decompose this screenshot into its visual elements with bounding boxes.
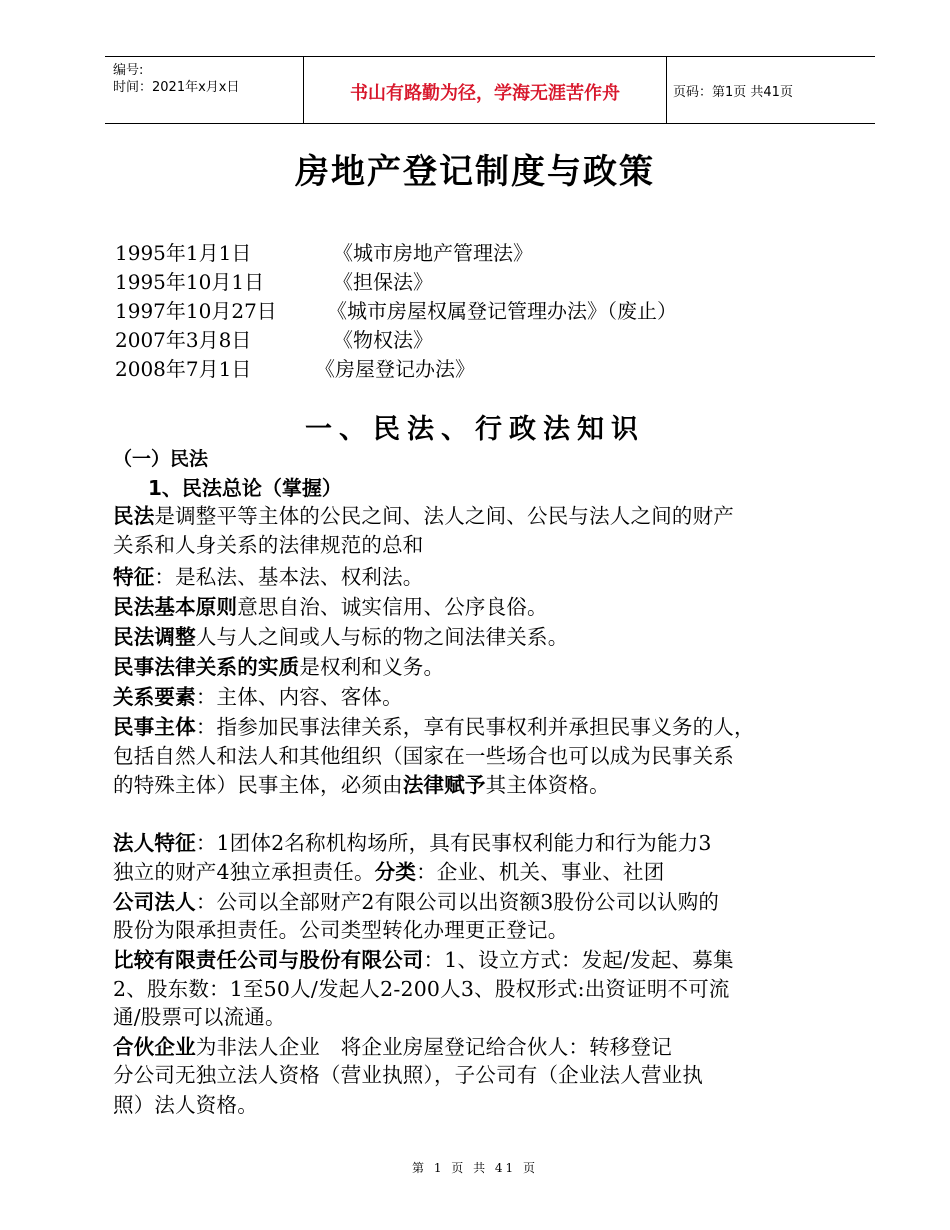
paragraph-line xyxy=(113,1000,286,1030)
text-run: 独立的财产4独立承担责任。 xyxy=(113,860,375,884)
paragraph-line xyxy=(113,768,610,798)
paragraph-line xyxy=(113,590,548,620)
paragraph-line xyxy=(113,620,568,650)
paragraph-line xyxy=(113,710,755,740)
law-item xyxy=(115,237,533,266)
text-run: ：主体、内容、客体。 xyxy=(195,685,403,709)
subsubsection-heading: 1、民法总论（掌握） xyxy=(148,476,342,500)
law-date: 1995年10月1日 xyxy=(115,270,265,294)
paragraph-line xyxy=(113,1088,258,1118)
law-item xyxy=(115,353,475,382)
bold-term: 民法调整 xyxy=(113,625,196,649)
text-run: 关系和人身关系的法律规范的总和 xyxy=(113,533,424,557)
law-date: 1997年10月27日 xyxy=(115,299,277,323)
paragraph-line xyxy=(113,826,712,856)
paragraph-line xyxy=(113,855,664,885)
law-item xyxy=(115,295,677,324)
bold-term: 合伙企业 xyxy=(113,1035,196,1059)
paragraph-line xyxy=(113,650,444,680)
page-footer: 第 1 页 共 41 页 xyxy=(412,1161,538,1175)
paragraph-line xyxy=(113,560,424,590)
text-run: 意思自治、诚实信用、公序良俗。 xyxy=(237,595,548,619)
bold-term: 关系要素 xyxy=(113,685,196,709)
law-name: 《房屋登记办法》 xyxy=(315,357,475,381)
header-table xyxy=(105,56,875,124)
page-title: 房地产登记制度与政策 xyxy=(295,152,655,192)
paragraph-line xyxy=(113,739,734,769)
text-run: ：公司以全部财产2有限公司以出资额3股份公司以认购的 xyxy=(195,890,720,914)
text-run: 分公司无独立法人资格（营业执照），子公司有（企业法人营业执 xyxy=(113,1063,704,1087)
paragraph-line xyxy=(113,913,568,943)
text-run: ：1、设立方式：发起/发起、募集 xyxy=(423,948,734,972)
header-motto-cell xyxy=(303,57,667,123)
text-run: 为非法人企业 将企业房屋登记给合伙人：转移登记 xyxy=(195,1035,672,1059)
page-label: 页码：第1页 共41页 xyxy=(673,85,793,100)
text-run: ：是私法、基本法、权利法。 xyxy=(154,565,424,589)
text-run: 人与人之间或人与标的物之间法律关系。 xyxy=(195,625,569,649)
law-name: 《城市房地产管理法》 xyxy=(333,241,533,265)
bold-term: 法律赋予 xyxy=(402,773,486,797)
bold-term: 分类 xyxy=(374,860,417,884)
motto: 书山有路勤为径，学海无涯苦作舟 xyxy=(350,83,620,104)
text-run: 2、股东数：1至50人/发起人2-200人3、股权形式:出资证明不可流 xyxy=(113,977,730,1001)
law-date: 2008年7月1日 xyxy=(115,357,252,381)
text-run: 是调整平等主体的公民之间、法人之间、公民与法人之间的财产 xyxy=(154,504,735,528)
text-run: 股份为限承担责任。公司类型转化办理更正登记。 xyxy=(113,918,569,942)
law-name: 《城市房屋权属登记管理办法》（废止） xyxy=(327,299,677,323)
header-page-cell xyxy=(665,57,875,123)
paragraph-line xyxy=(113,972,730,1002)
law-item xyxy=(115,324,433,353)
text-run: 照）法人资格。 xyxy=(113,1093,258,1117)
number-label: 编号: xyxy=(113,63,144,78)
bold-term: 民事主体 xyxy=(113,715,196,739)
paragraph-line xyxy=(113,499,734,529)
text-run: ：企业、机关、事业、社团 xyxy=(416,860,665,884)
bold-term: 公司法人 xyxy=(113,890,196,914)
time-label: 时间：2021年x月x日 xyxy=(113,80,240,95)
bold-term: 民事法律关系的实质 xyxy=(113,655,300,679)
text-run: ：1团体2名称机构场所，具有民事权利能力和行为能力3 xyxy=(195,831,712,855)
text-run: 包括自然人和法人和其他组织（国家在一些场合也可以成为民事关系 xyxy=(113,744,734,768)
subsection-heading: （一）民法 xyxy=(113,448,209,470)
text-run: 通/股票可以流通。 xyxy=(113,1005,286,1029)
law-date: 2007年3月8日 xyxy=(115,328,252,352)
text-run: 其主体资格。 xyxy=(485,773,610,797)
text-run: ：指参加民事法律关系，享有民事权利并承担民事义务的人， xyxy=(195,715,755,739)
bold-term: 法人特征 xyxy=(113,831,196,855)
bold-term: 民法 xyxy=(113,504,155,528)
section-heading: 一、民法、行政法知识 xyxy=(305,414,645,445)
header-meta-cell xyxy=(105,57,303,123)
bold-term: 民法基本原则 xyxy=(113,595,238,619)
paragraph-line xyxy=(113,1058,703,1088)
bold-term: 特征 xyxy=(113,565,155,589)
law-name: 《物权法》 xyxy=(333,328,433,352)
law-date: 1995年1月1日 xyxy=(115,241,252,265)
text-run: 的特殊主体）民事主体，必须由 xyxy=(113,773,403,797)
paragraph-line xyxy=(113,680,403,710)
paragraph-line xyxy=(113,885,719,915)
bold-term: 比较有限责任公司与股份有限公司 xyxy=(113,948,424,972)
law-item xyxy=(115,266,433,295)
text-run: 是权利和义务。 xyxy=(299,655,445,679)
paragraph-line xyxy=(113,528,424,558)
paragraph-line xyxy=(113,943,734,973)
paragraph-line xyxy=(113,1030,672,1060)
law-name: 《担保法》 xyxy=(333,270,433,294)
